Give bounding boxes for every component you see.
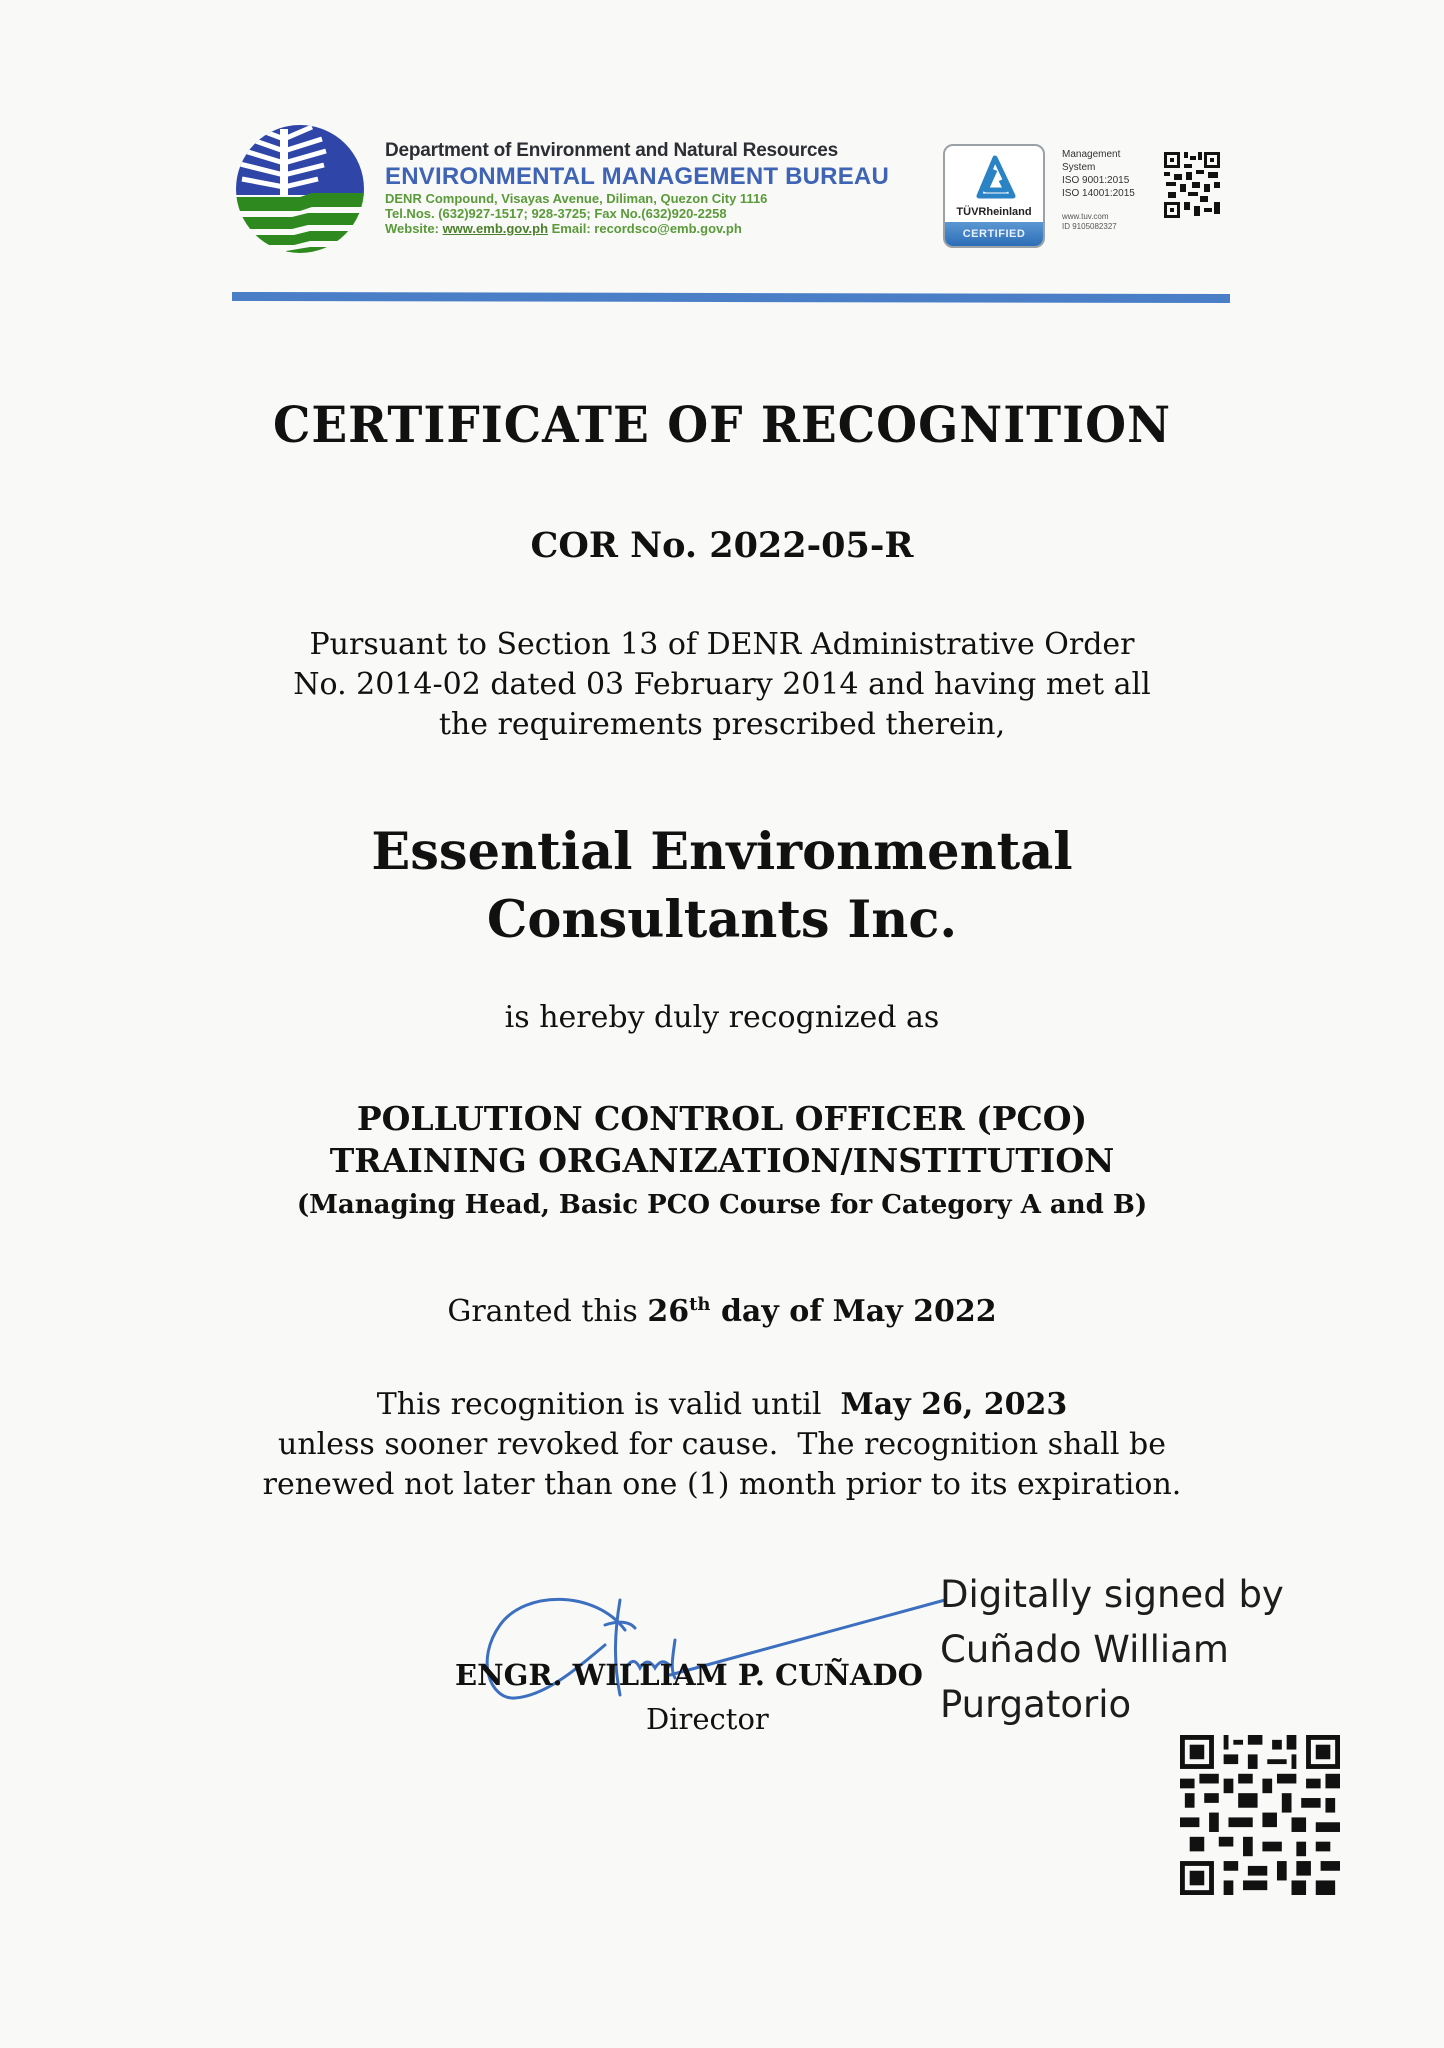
certified-label: CERTIFIED <box>945 222 1043 246</box>
management-label: Management <box>1062 149 1121 160</box>
tuv-certification-badge <box>943 144 1045 248</box>
signatory-title: Director <box>646 1702 769 1736</box>
designation-scope: (Managing Head, Basic PCO Course for Category A and B) <box>296 1190 1148 1220</box>
designation-line: POLLUTION CONTROL OFFICER (PCO) <box>356 1099 1088 1138</box>
granted-date <box>0 1285 1444 1332</box>
digital-signature-block <box>940 1567 1284 1732</box>
pursuant-line: No. 2014-02 dated 03 February 2014 and having met all <box>293 667 1151 702</box>
certificate-number: COR No. 2022-05-R <box>530 525 914 566</box>
organization-line: Essential Environmental <box>371 822 1073 882</box>
qr-code-icon[interactable] <box>1180 1735 1340 1895</box>
iso-info <box>1062 148 1135 232</box>
valid-prefix: This recognition is valid until <box>376 1387 822 1422</box>
digital-signature-line: Cuñado William <box>940 1628 1229 1671</box>
iso-9001: ISO 9001:2015 <box>1062 175 1130 186</box>
signatory-name: ENGR. WILLIAM P. CUÑADO <box>455 1658 923 1692</box>
granted-rest: day of May 2022 <box>720 1294 997 1329</box>
validity-line: unless sooner revoked for cause. The recognition shall be <box>278 1427 1166 1462</box>
pursuant-line: Pursuant to Section 13 of DENR Administrative Order <box>309 627 1135 662</box>
organization-name <box>0 818 1444 954</box>
organization-line: Consultants Inc. <box>486 890 958 950</box>
digital-signature-line: Digitally signed by <box>940 1573 1284 1616</box>
valid-until-date: May 26, 2023 <box>840 1387 1068 1422</box>
validity-paragraph <box>0 1385 1444 1505</box>
tuv-triangle-icon <box>973 154 1017 202</box>
header-divider <box>232 292 1230 303</box>
emb-denr-logo-icon <box>230 123 370 258</box>
tuv-site: www.tuv.com <box>1062 212 1109 221</box>
designation <box>0 1098 1444 1182</box>
pursuant-paragraph <box>0 625 1444 745</box>
granted-prefix: Granted this <box>447 1294 638 1329</box>
address: DENR Compound, Visayas Avenue, Diliman, Quezon City 1116 <box>385 191 768 206</box>
phone-numbers: Tel.Nos. (632)927-1517; 928-3725; Fax No.(632)920-2258 <box>385 206 727 221</box>
bureau-name: ENVIRONMENTAL MANAGEMENT BUREAU <box>385 163 889 190</box>
tuv-id: ID 9105082327 <box>1062 222 1117 231</box>
recognized-as-text: is hereby duly recognized as <box>504 1000 940 1035</box>
handwritten-signature-icon <box>455 1580 955 1720</box>
pursuant-line: the requirements prescribed therein, <box>438 707 1006 742</box>
email-address[interactable]: recordsco@emb.gov.ph <box>594 221 742 236</box>
validity-line <box>0 1385 1444 1425</box>
validity-line: renewed not later than one (1) month prior to its expiration. <box>262 1467 1182 1502</box>
website-link[interactable]: www.emb.gov.ph <box>442 221 549 236</box>
system-label: System <box>1062 162 1096 173</box>
granted-day: 26 <box>647 1294 690 1329</box>
department-name: Department of Environment and Natural Resources <box>385 140 839 161</box>
digital-signature-line: Purgatorio <box>940 1683 1132 1726</box>
email-label: Email: <box>551 221 591 236</box>
granted-day-suffix: th <box>689 1294 711 1315</box>
website-email-line <box>385 221 889 236</box>
header-text-block <box>385 140 889 236</box>
designation-line: TRAINING ORGANIZATION/INSTITUTION <box>329 1141 1115 1180</box>
website-label: Website: <box>385 221 439 236</box>
iso-14001: ISO 14001:2015 <box>1062 188 1135 199</box>
qr-code-icon[interactable] <box>1162 150 1222 220</box>
certificate-title: CERTIFICATE OF RECOGNITION <box>272 396 1172 455</box>
tuv-brand: TÜVRheinland <box>956 206 1032 218</box>
